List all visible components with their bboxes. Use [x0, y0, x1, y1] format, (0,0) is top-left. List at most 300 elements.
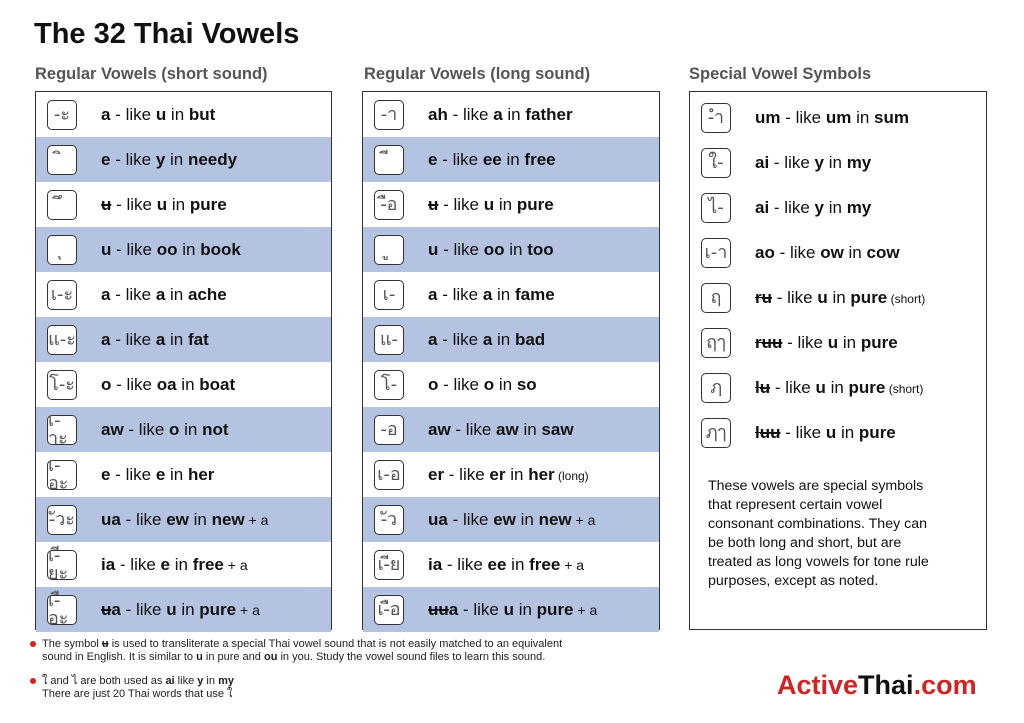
- description-part: + a: [236, 601, 260, 618]
- description-part: - like: [110, 149, 156, 169]
- description-part: a: [101, 104, 111, 124]
- description-part: y: [814, 197, 824, 217]
- thai-vowel-glyph: โ-: [374, 370, 404, 400]
- description-part: in: [492, 284, 515, 304]
- description-part: (long): [554, 468, 589, 483]
- description-part: new: [538, 509, 572, 529]
- description-part: in: [505, 464, 529, 484]
- description-part: - like: [437, 149, 483, 169]
- vowel-row: [36, 407, 331, 452]
- description-part: in: [518, 419, 542, 439]
- short-vowels-heading: Regular Vowels (short sound): [35, 65, 268, 83]
- description-part: her: [528, 464, 555, 484]
- description-part: u: [825, 422, 837, 442]
- description-part: free: [524, 149, 556, 169]
- description-part: - like: [780, 107, 826, 127]
- description-part: in: [179, 419, 203, 439]
- description-part: a: [428, 284, 438, 304]
- footnote-text: in: [203, 675, 219, 687]
- footnote-bold: ou: [263, 651, 278, 663]
- vowel-row: [363, 227, 659, 272]
- thai-vowel-glyph: โ-ะ: [47, 370, 77, 400]
- description-part: a: [101, 329, 111, 349]
- description-part: in: [492, 329, 515, 349]
- description-part: pure: [858, 422, 896, 442]
- long-vowels-heading: Regular Vowels (long sound): [364, 65, 591, 83]
- vowel-description: [101, 375, 235, 395]
- thai-vowel-glyph: เ-อะ: [47, 460, 77, 490]
- vowel-description: [101, 195, 227, 215]
- description-part: - like: [115, 554, 161, 574]
- vowel-row: [363, 182, 659, 227]
- thai-vowel-glyph: ไ-: [701, 193, 731, 223]
- footnote-1: [42, 638, 562, 664]
- vowel-description: [428, 555, 584, 575]
- description-part: ʉ: [101, 194, 112, 214]
- description-part: saw: [541, 419, 574, 439]
- description-part: sum: [874, 107, 909, 127]
- description-part: book: [200, 239, 241, 259]
- special-vowels-heading: Special Vowel Symbols: [689, 65, 872, 83]
- description-part: in: [167, 194, 190, 214]
- logo-part: Thai: [858, 670, 914, 700]
- vowel-description: [755, 333, 898, 353]
- vowel-description: [755, 198, 871, 218]
- note-line: consonant combinations. They can: [708, 516, 927, 532]
- description-part: + a: [560, 556, 585, 573]
- description-part: um: [755, 107, 781, 127]
- description-part: - like: [447, 509, 494, 529]
- description-part: ia: [101, 554, 116, 574]
- footnote-text: The symbol: [42, 638, 102, 650]
- logo-part: Active: [777, 670, 859, 700]
- thai-vowel-glyph: -ะ: [47, 100, 77, 130]
- vowel-row: [690, 140, 986, 185]
- description-part: a: [155, 284, 166, 304]
- description-part: bad: [514, 329, 546, 349]
- thai-vowel-glyph: ใ-: [701, 148, 731, 178]
- description-part: - like: [120, 509, 167, 529]
- description-part: u: [827, 332, 839, 352]
- description-part: ache: [187, 284, 227, 304]
- thai-vowel-glyph: -ัวะ: [47, 505, 77, 535]
- vowel-row: [363, 362, 659, 407]
- footnote-bold: y: [197, 675, 204, 687]
- description-part: pure: [850, 287, 888, 307]
- description-part: ʉ: [428, 194, 439, 214]
- description-part: in: [177, 239, 201, 259]
- description-part: in: [176, 599, 200, 619]
- description-part: e: [101, 464, 111, 484]
- thai-vowel-glyph: เ-ียะ: [47, 550, 77, 580]
- description-part: - like: [447, 104, 494, 124]
- vowel-row: [363, 407, 659, 452]
- description-part: in: [165, 284, 188, 304]
- description-part: in: [506, 554, 530, 574]
- vowel-row: [690, 95, 986, 140]
- vowel-row: [363, 452, 659, 497]
- description-part: a: [428, 329, 438, 349]
- description-part: y: [814, 152, 824, 172]
- thai-vowel-glyph: เ-ีย: [374, 550, 404, 580]
- description-part: ee: [487, 554, 507, 574]
- short-vowels-table: [35, 91, 332, 630]
- description-part: a: [111, 599, 121, 619]
- vowel-row: [36, 452, 331, 497]
- description-part: o: [169, 419, 180, 439]
- vowel-description: [428, 240, 554, 260]
- vowel-row: [36, 182, 331, 227]
- description-part: - like: [444, 464, 490, 484]
- vowel-row: [36, 497, 331, 542]
- thai-vowel-glyph: แ-ะ: [47, 325, 77, 355]
- vowel-row: [363, 272, 659, 317]
- description-part: - like: [438, 194, 484, 214]
- description-part: u: [503, 599, 514, 619]
- description-part: - like: [770, 377, 816, 397]
- description-part: ia: [428, 554, 443, 574]
- description-part: o: [101, 374, 112, 394]
- footnote-text: sound in English. It is similar to: [42, 651, 197, 663]
- description-part: ai: [755, 152, 770, 172]
- description-part: in: [838, 332, 861, 352]
- description-part: u: [101, 239, 112, 259]
- description-part: pure: [516, 194, 554, 214]
- description-part: a: [482, 329, 493, 349]
- description-part: my: [846, 197, 872, 217]
- description-part: lʉ: [755, 377, 771, 397]
- footnote-text: ใ and ไ are both used as: [42, 675, 166, 687]
- logo-part: .com: [913, 670, 977, 700]
- description-part: aw: [428, 419, 451, 439]
- vowel-description: [755, 108, 909, 128]
- vowel-description: [428, 195, 554, 215]
- description-part: fame: [514, 284, 555, 304]
- description-part: (short): [885, 381, 924, 396]
- footnote-bold: u: [196, 651, 203, 663]
- description-part: oo: [483, 239, 505, 259]
- thai-vowel-glyph: [374, 145, 404, 175]
- footnote-bold: my: [218, 675, 234, 687]
- description-part: free: [192, 554, 224, 574]
- description-part: father: [525, 104, 573, 124]
- vowel-row: [36, 542, 331, 587]
- note-line: treated as long vowels for tone rule: [708, 554, 929, 570]
- note-line: be both long and short, but are: [708, 535, 902, 551]
- description-part: rʉʉ: [755, 332, 783, 352]
- vowel-row: [690, 365, 986, 410]
- thai-vowel-glyph: -า: [374, 100, 404, 130]
- description-part: o: [428, 374, 439, 394]
- description-part: pure: [860, 332, 898, 352]
- description-part: - like: [111, 194, 157, 214]
- vowel-row: [36, 362, 331, 407]
- description-part: u: [166, 599, 177, 619]
- description-part: ua: [428, 509, 448, 529]
- description-part: y: [155, 149, 166, 169]
- description-part: a: [493, 104, 503, 124]
- thai-vowel-glyph: ฤๅ: [701, 328, 731, 358]
- thai-vowel-glyph: [47, 190, 77, 220]
- description-part: in: [494, 374, 517, 394]
- vowel-row: [363, 497, 659, 542]
- footnote-symbol: ʉ: [101, 638, 109, 650]
- thai-vowel-glyph: [47, 235, 77, 265]
- description-part: er: [428, 464, 445, 484]
- vowel-row: [363, 587, 659, 632]
- description-part: oo: [156, 239, 178, 259]
- description-part: e: [101, 149, 111, 169]
- vowel-description: [101, 240, 241, 260]
- footnote-text: like: [174, 675, 198, 687]
- description-part: in: [827, 287, 851, 307]
- description-part: e: [428, 149, 438, 169]
- description-part: um: [825, 107, 852, 127]
- description-part: in: [165, 149, 188, 169]
- description-part: o: [483, 374, 495, 394]
- vowel-row: [690, 230, 986, 275]
- special-vowels-table: [689, 91, 987, 630]
- thai-vowel-glyph: ฦๅ: [701, 418, 731, 448]
- description-part: so: [516, 374, 537, 394]
- thai-vowel-glyph: เ-ะ: [47, 280, 77, 310]
- description-part: - like: [442, 554, 488, 574]
- vowel-description: [755, 378, 923, 398]
- description-part: - like: [110, 104, 156, 124]
- description-part: in: [188, 509, 212, 529]
- description-part: in: [165, 464, 188, 484]
- description-part: aw: [496, 419, 519, 439]
- description-part: - like: [769, 152, 815, 172]
- footnote-text: There are just 20 Thai words that use ใ: [42, 688, 233, 700]
- description-part: - like: [782, 332, 828, 352]
- thai-vowel-glyph: [374, 235, 404, 265]
- description-part: rʉ: [755, 287, 772, 307]
- description-part: - like: [111, 239, 157, 259]
- description-part: - like: [123, 419, 170, 439]
- vowel-row: [36, 272, 331, 317]
- description-part: a: [155, 329, 166, 349]
- vowel-row: [690, 320, 986, 365]
- description-part: in: [166, 104, 189, 124]
- description-part: u: [815, 377, 826, 397]
- vowel-row: [363, 137, 659, 182]
- description-part: - like: [120, 599, 167, 619]
- description-part: - like: [769, 197, 815, 217]
- vowel-description: [428, 375, 537, 395]
- thai-vowel-glyph: -อ: [374, 415, 404, 445]
- description-part: ai: [755, 197, 770, 217]
- description-part: + a: [223, 556, 248, 573]
- thai-vowel-glyph: เ-าะ: [47, 415, 77, 445]
- description-part: in: [824, 152, 847, 172]
- description-part: u: [817, 287, 828, 307]
- description-part: ua: [101, 509, 121, 529]
- description-part: - like: [458, 599, 504, 619]
- description-part: u: [156, 194, 168, 214]
- vowel-row: [690, 185, 986, 230]
- bullet-icon: [30, 678, 36, 684]
- description-part: my: [846, 152, 872, 172]
- vowel-description: [101, 510, 268, 530]
- footnote-text: is used to transliterate a special Thai vowel sound that is not easily matched to an equivalent: [108, 638, 563, 650]
- description-part: - like: [110, 464, 156, 484]
- vowel-description: [755, 153, 871, 173]
- description-part: in: [825, 377, 849, 397]
- description-part: - like: [780, 422, 826, 442]
- vowel-row: [36, 92, 331, 137]
- description-part: oa: [156, 374, 177, 394]
- description-part: - like: [772, 287, 818, 307]
- long-vowels-table: [362, 91, 660, 630]
- description-part: er: [489, 464, 506, 484]
- description-part: - like: [437, 329, 483, 349]
- description-part: fat: [187, 329, 209, 349]
- vowel-description: [101, 285, 227, 305]
- description-part: ʉ: [101, 599, 112, 619]
- thai-vowel-glyph: -ือ: [374, 190, 404, 220]
- thai-vowel-glyph: เ-า: [701, 238, 731, 268]
- description-part: boat: [199, 374, 236, 394]
- thai-vowel-glyph: เ-: [374, 280, 404, 310]
- description-part: - like: [111, 374, 157, 394]
- description-part: cow: [866, 242, 900, 262]
- description-part: needy: [187, 149, 238, 169]
- description-part: a: [482, 284, 493, 304]
- description-part: ow: [820, 242, 844, 262]
- description-part: + a: [571, 511, 596, 528]
- vowel-row: [36, 227, 331, 272]
- description-part: ew: [166, 509, 189, 529]
- description-part: in: [176, 374, 200, 394]
- vowel-description: [101, 420, 229, 440]
- description-part: lʉʉ: [755, 422, 781, 442]
- description-part: + a: [244, 511, 269, 528]
- description-part: - like: [450, 419, 497, 439]
- description-part: ee: [482, 149, 502, 169]
- description-part: in: [501, 149, 525, 169]
- thai-vowel-glyph: -ัว: [374, 505, 404, 535]
- description-part: u: [428, 239, 439, 259]
- description-part: free: [529, 554, 561, 574]
- description-part: a: [101, 284, 111, 304]
- description-part: (short): [887, 291, 926, 306]
- bullet-icon: [30, 641, 36, 647]
- description-part: - like: [774, 242, 821, 262]
- description-part: + a: [573, 601, 598, 618]
- thai-vowel-glyph: ฤ: [701, 283, 731, 313]
- description-part: in: [836, 422, 859, 442]
- vowel-description: [101, 330, 209, 350]
- thai-vowel-glyph: แ-: [374, 325, 404, 355]
- vowel-description: [428, 330, 545, 350]
- vowel-row: [36, 137, 331, 182]
- description-part: in: [824, 197, 847, 217]
- thai-vowel-glyph: เ-ือ: [374, 595, 404, 625]
- description-part: ʉʉ: [428, 599, 449, 619]
- description-part: - like: [438, 239, 484, 259]
- thai-vowel-glyph: เ-ือะ: [47, 595, 77, 625]
- description-part: u: [155, 104, 167, 124]
- description-part: new: [211, 509, 245, 529]
- description-part: aw: [101, 419, 124, 439]
- footnote-text: in you. Study the vowel sound files to learn this sound.: [277, 651, 546, 663]
- footnote-2: [42, 675, 234, 701]
- description-part: in: [843, 242, 867, 262]
- description-part: but: [188, 104, 216, 124]
- vowel-description: [428, 465, 589, 485]
- vowel-description: [755, 423, 896, 443]
- footnote-bold: ai: [165, 675, 175, 687]
- description-part: too: [527, 239, 554, 259]
- vowel-description: [755, 243, 900, 263]
- description-part: in: [504, 239, 528, 259]
- description-part: in: [851, 107, 875, 127]
- description-part: ao: [755, 242, 775, 262]
- vowel-row: [363, 317, 659, 362]
- description-part: in: [165, 329, 188, 349]
- description-part: - like: [110, 284, 156, 304]
- vowel-description: [428, 105, 573, 125]
- vowel-description: [101, 600, 260, 620]
- footnote-text: in pure and: [202, 651, 264, 663]
- vowel-row: [363, 92, 659, 137]
- vowel-description: [428, 150, 556, 170]
- vowel-description: [755, 288, 925, 308]
- thai-vowel-glyph: -ำ: [701, 103, 731, 133]
- description-part: e: [160, 554, 170, 574]
- description-part: e: [155, 464, 166, 484]
- description-part: - like: [438, 374, 484, 394]
- description-part: a: [448, 599, 459, 619]
- description-part: ew: [493, 509, 516, 529]
- description-part: not: [202, 419, 229, 439]
- vowel-row: [690, 410, 986, 455]
- note-line: These vowels are special symbols: [708, 478, 924, 494]
- thai-vowel-glyph: ฦ: [701, 373, 731, 403]
- vowel-description: [101, 150, 237, 170]
- note-line: purposes, except as noted.: [708, 573, 879, 589]
- description-part: u: [483, 194, 495, 214]
- description-part: in: [170, 554, 193, 574]
- description-part: in: [494, 194, 517, 214]
- description-part: pure: [848, 377, 886, 397]
- description-part: ah: [428, 104, 448, 124]
- description-part: her: [187, 464, 215, 484]
- description-part: - like: [110, 329, 156, 349]
- description-part: - like: [437, 284, 483, 304]
- activethai-logo: [777, 670, 977, 701]
- thai-vowel-glyph: เ-อ: [374, 460, 404, 490]
- vowel-row: [690, 275, 986, 320]
- vowel-row: [36, 317, 331, 362]
- description-part: in: [513, 599, 537, 619]
- special-vowels-note: [708, 477, 929, 591]
- thai-vowel-glyph: [47, 145, 77, 175]
- vowel-description: [101, 105, 215, 125]
- vowel-row: [36, 587, 331, 632]
- vowel-description: [101, 465, 214, 485]
- vowel-description: [428, 420, 574, 440]
- vowel-description: [101, 555, 248, 575]
- description-part: in: [502, 104, 526, 124]
- description-part: pure: [189, 194, 227, 214]
- vowel-description: [428, 600, 597, 620]
- note-line: that represent certain vowel: [708, 497, 883, 513]
- description-part: in: [515, 509, 539, 529]
- vowel-row: [363, 542, 659, 587]
- description-part: pure: [536, 599, 574, 619]
